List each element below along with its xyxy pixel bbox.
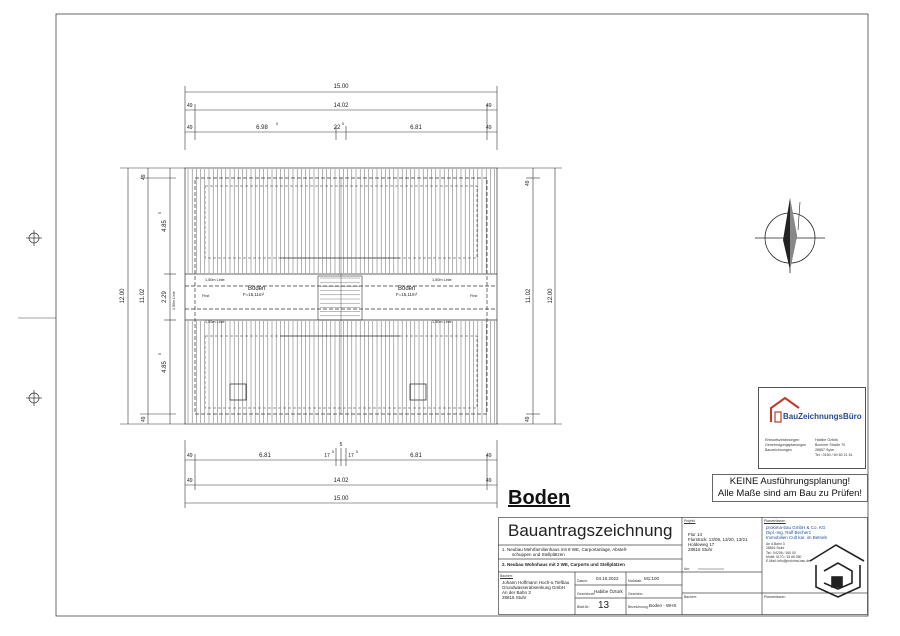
fold-mark-top [26, 230, 42, 246]
planner-small: Tel.: 04206 / 160 00 [766, 551, 796, 555]
dim-sup: 5 [342, 122, 344, 126]
date-value: 04.10.2022 [596, 576, 619, 581]
dim-left-total: 12.00 [120, 288, 126, 304]
dim-right-total: 12.00 [548, 288, 554, 304]
dim-left-mid: 2.29 [162, 291, 168, 303]
side-marker: 1,50m Linie [172, 291, 176, 310]
dim-eave: 49 [486, 453, 492, 459]
ridge-label: First [470, 294, 478, 298]
dim-sup: 5 [158, 212, 162, 214]
location-line: Holdeweg 17 [688, 542, 715, 547]
planner-line: Immobilien Cult kar. im Betrieb [766, 535, 828, 540]
dim-eave: 49 [187, 478, 193, 484]
line-label: 1,50m Linie [205, 278, 225, 282]
scale-value: M1:100 [644, 576, 660, 581]
dim-bottom-mid-right: 17 [348, 453, 354, 459]
sheet-no-value: 13 [598, 600, 610, 611]
dim-bottom-left: 6.81 [259, 453, 271, 459]
dim-sup: 5 [276, 122, 278, 126]
stamp-logo-text: BauZeichnungsBüro [783, 412, 862, 421]
client-line: Johann Hoffmann Hoch-u.Tiefbau [502, 580, 570, 585]
planner-small: 28816 Stuhr [766, 546, 785, 550]
dim-left-upper: 4.85 [162, 220, 168, 232]
sheet-no-label: Blatt-Nr.: [577, 605, 591, 609]
house-logo-icon [765, 394, 861, 428]
planner-label: Planverfasser: [764, 519, 786, 523]
planner-small: Mobil: 0170 / 15 66 050 [766, 555, 802, 559]
project-line: 1. Neubau Mehrfamilienhaus mit 8 WE, Carportanlage, Abstell- [502, 547, 628, 552]
fold-mark-bottom [26, 390, 42, 406]
line-label: 1,50m Linie [205, 320, 225, 324]
dim-eave: 49 [141, 174, 147, 180]
ridge-label: First [202, 294, 210, 298]
designation-value: Boden - WHS [649, 603, 677, 608]
stamp-address: Habibe Öztürk Bochner Straße 70 28857 Syke Tel.: 0150 / 60 60 21 61 [815, 438, 853, 457]
dim-left-inner: 11.02 [140, 288, 146, 304]
dim-sup: 5 [332, 450, 334, 454]
room-name: Boden [248, 286, 266, 292]
room-area: F=15,11m² [396, 292, 418, 297]
room-area: F=15,11m² [243, 292, 265, 297]
location-line: Flur 14 [688, 532, 703, 537]
project-line: 2. Neubau Wohnhaus mit 2 WE, Carports und Stellplätzen [502, 562, 625, 567]
stamp-services: Entwurfszeichnungen Genehmigungsplanungen Bauzeichnungen [765, 438, 807, 452]
dim-sup: 5 [356, 450, 358, 454]
client-line: 28816 Stuhr [502, 595, 527, 600]
dim-eave: 49 [486, 103, 492, 109]
dim-top-left: 6.98 [256, 125, 268, 131]
dim-top-right: 6.81 [410, 125, 422, 131]
date-label: Datum: [577, 579, 588, 583]
office-stamp [758, 387, 866, 469]
scale-label: Maßstab: [628, 579, 643, 583]
planner-line: Dipl.-Ing. Ralf Becherz [766, 530, 812, 535]
sheet-title: Boden [508, 487, 571, 509]
room-name: Boden [398, 286, 416, 292]
dim-bottom-total: 15.00 [333, 496, 349, 502]
line-label: 1,50m Linie [432, 278, 452, 282]
roof-plan [185, 168, 497, 424]
dim-eave: 49 [187, 103, 193, 109]
dim-eave: 49 [525, 180, 531, 186]
dim-eave: 49 [486, 478, 492, 484]
dim-top-mid: 22 [333, 125, 341, 131]
dim-left-lower: 4.85 [162, 361, 168, 373]
drawn-label: Gezeichnet: [577, 592, 596, 596]
dim-bottom-right: 6.81 [410, 453, 422, 459]
dim-eave: 49 [141, 416, 147, 422]
location-line: Flurstück: 13/09, 13/20, 13/21 [688, 537, 748, 542]
line-label: 1,50m Linie [432, 320, 452, 324]
drawn-value: Habibe Öztürk [594, 589, 623, 594]
project-label: Projekt: [684, 519, 696, 523]
client-line: Grundwasserabsenkung GmbH [502, 585, 566, 590]
warning-line: Alle Maße sind am Bau zu Prüfen! [717, 488, 863, 499]
dim-top-inner: 14.02 [333, 103, 349, 109]
dimension-lines-top [185, 86, 497, 150]
client-label: Bauherr: [500, 574, 514, 578]
project-line: schuppen und Stellplätzen [512, 552, 565, 557]
dim-bottom-small: 5 [339, 442, 343, 448]
dim-right-inner: 11.02 [526, 288, 532, 304]
dim-sup: 5 [158, 353, 162, 355]
planner-small: An d.Bahn 3 [766, 542, 785, 546]
planner-line: prokima-bau GmbH & Co. KG [766, 525, 826, 530]
dim-bottom-mid-left: 17 [324, 453, 330, 459]
north-arrow-icon [755, 198, 825, 273]
location-line: 28816 Stuhr [688, 547, 713, 552]
dim-bottom-inner: 14.02 [333, 478, 349, 484]
dim-eave: 49 [187, 453, 193, 459]
warning-box [712, 474, 868, 502]
company-logo-icon [810, 545, 864, 597]
am-label: Am: [684, 567, 691, 571]
drawn-sign: Gezeichn. [628, 592, 644, 596]
dim-eave: 49 [187, 125, 193, 131]
planner-small: E-Mail: info@prokima-bau.de [766, 559, 810, 563]
title-block [498, 517, 868, 615]
titleblock-heading: Bauantragszeichnung [508, 521, 673, 540]
dim-eave: 49 [486, 125, 492, 131]
planner-sign-label: Planverfasser: [764, 595, 786, 599]
dim-top-total: 15.00 [333, 84, 349, 90]
client-line: An der Bahn 3 [502, 590, 531, 595]
bauherr-sign-label: Bauherr: [684, 595, 698, 599]
designation-label: Bezeichnung: [628, 605, 649, 609]
dim-eave: 49 [525, 416, 531, 422]
warning-line: KEINE Ausführungsplanung! [729, 476, 851, 487]
